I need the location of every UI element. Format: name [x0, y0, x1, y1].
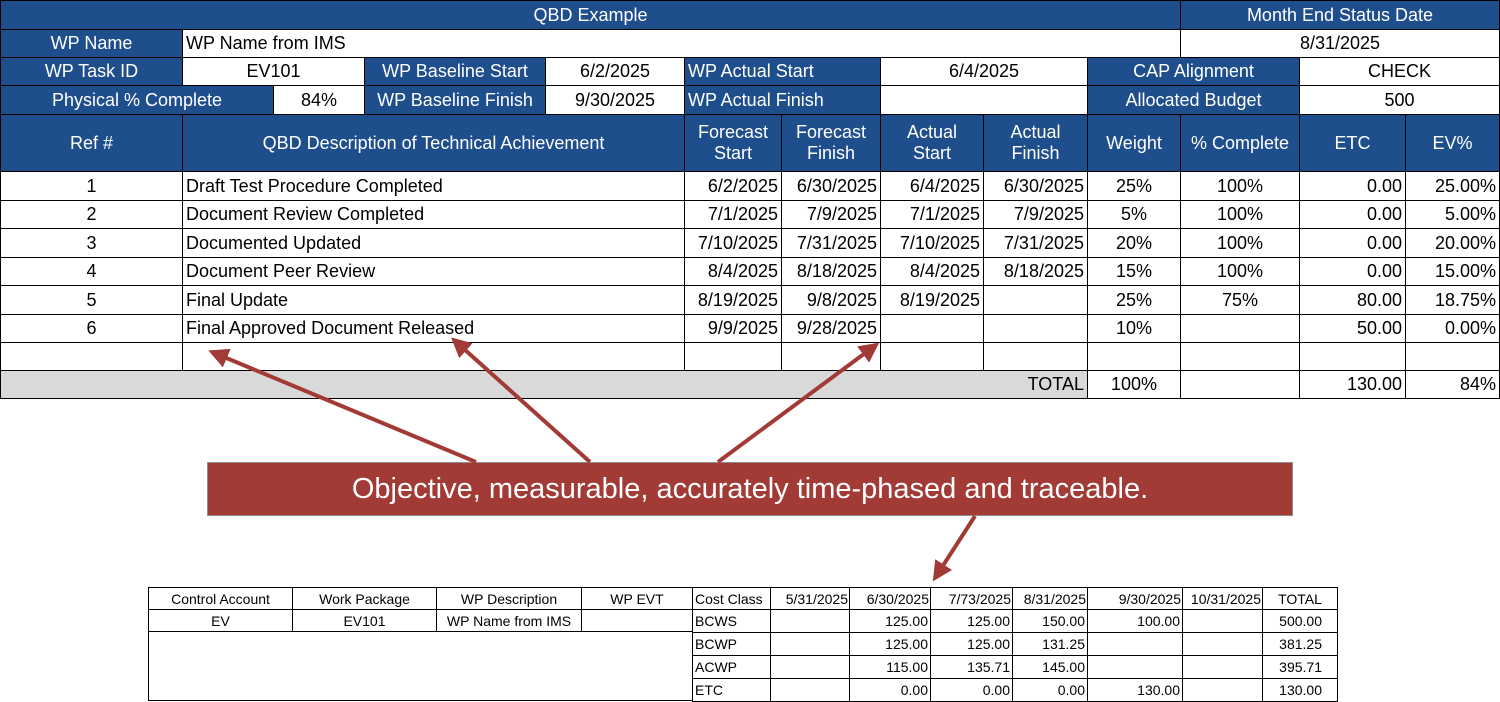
row-actual-start[interactable]: [880, 342, 984, 372]
row-ev[interactable]: 25.00%: [1405, 171, 1500, 201]
col-forecast-start-line2: Start: [713, 143, 752, 163]
cost-cell[interactable]: 125.00: [930, 609, 1013, 633]
cost-cell[interactable]: 125.00: [849, 609, 931, 633]
arrow-to-cost-period: [935, 516, 975, 578]
row-forecast-finish[interactable]: 8/18/2025: [781, 257, 881, 286]
cost-cell[interactable]: [770, 678, 850, 702]
row-weight[interactable]: 5%: [1087, 200, 1181, 229]
row-actual-start[interactable]: 7/10/2025: [880, 228, 984, 258]
row-description[interactable]: Document Peer Review: [182, 257, 685, 286]
cost-cell[interactable]: 0.00: [849, 678, 931, 702]
row-etc[interactable]: 0.00: [1299, 171, 1406, 201]
row-description[interactable]: Documented Updated: [182, 228, 685, 258]
row-weight[interactable]: [1087, 342, 1181, 372]
cost-cell[interactable]: [1182, 678, 1263, 702]
total-weight: 100%: [1087, 370, 1181, 399]
period-header: 10/31/2025: [1182, 587, 1263, 610]
allocated-budget-label: Allocated Budget: [1087, 85, 1300, 115]
row-ev[interactable]: 0.00%: [1405, 314, 1500, 343]
sheet-title: QBD Example: [0, 0, 1181, 30]
cost-cell[interactable]: [1087, 632, 1183, 656]
col-actual-start-line2: Start: [912, 143, 951, 163]
baseline-finish-label: WP Baseline Finish: [364, 85, 546, 115]
actual-finish-value[interactable]: [880, 85, 1088, 115]
allocated-budget-value[interactable]: 500: [1299, 85, 1500, 115]
wp-name-value[interactable]: WP Name from IMS: [182, 29, 1181, 58]
actual-finish-label: WP Actual Finish: [684, 85, 881, 115]
row-weight[interactable]: 25%: [1087, 171, 1181, 201]
period-header: 7/73/2025: [930, 587, 1013, 610]
row-actual-start[interactable]: 6/4/2025: [880, 171, 984, 201]
row-ev[interactable]: 20.00%: [1405, 228, 1500, 258]
cost-cell[interactable]: 115.00: [849, 655, 931, 679]
cost-table-blank-block: [148, 631, 693, 701]
row-pct-complete[interactable]: 75%: [1180, 285, 1300, 315]
cost-cell[interactable]: 0.00: [1012, 678, 1088, 702]
cost-class-label: BCWP: [692, 632, 771, 656]
row-pct-complete[interactable]: 100%: [1180, 257, 1300, 286]
row-forecast-start[interactable]: 6/2/2025: [684, 171, 782, 201]
row-ev[interactable]: 18.75%: [1405, 285, 1500, 315]
cap-alignment-value[interactable]: CHECK: [1299, 57, 1500, 86]
col-forecast-finish-line1: Forecast: [795, 122, 867, 143]
row-actual-start[interactable]: 7/1/2025: [880, 200, 984, 229]
row-pct-complete[interactable]: [1180, 342, 1300, 372]
status-date-value[interactable]: 8/31/2025: [1180, 29, 1500, 58]
col-pct-complete-header: % Complete: [1180, 114, 1300, 172]
cost-cell[interactable]: 135.71: [930, 655, 1013, 679]
cost-cell[interactable]: 0.00: [930, 678, 1013, 702]
cost-cell[interactable]: 125.00: [849, 632, 931, 656]
cost-cell[interactable]: 125.00: [930, 632, 1013, 656]
row-actual-finish[interactable]: [983, 342, 1088, 372]
col-forecast-start-line1: Forecast: [697, 122, 769, 143]
col-etc-header: ETC: [1299, 114, 1406, 172]
physical-complete-label: Physical % Complete: [0, 85, 274, 115]
row-description[interactable]: Document Review Completed: [182, 200, 685, 229]
cost-row-total: 395.71: [1262, 655, 1338, 679]
work-package-value[interactable]: EV101: [292, 609, 437, 632]
task-id-value[interactable]: EV101: [182, 57, 365, 86]
row-actual-start[interactable]: [880, 314, 984, 343]
row-forecast-finish[interactable]: 9/8/2025: [781, 285, 881, 315]
row-ref[interactable]: 4: [0, 257, 183, 286]
cost-cell[interactable]: [770, 632, 850, 656]
row-forecast-finish[interactable]: 7/9/2025: [781, 200, 881, 229]
wp-name-label: WP Name: [0, 29, 183, 58]
cost-row-total: 381.25: [1262, 632, 1338, 656]
cost-class-label: BCWS: [692, 609, 771, 633]
row-forecast-start[interactable]: 8/19/2025: [684, 285, 782, 315]
cost-row-total: 500.00: [1262, 609, 1338, 633]
total-pct-complete: [1180, 370, 1300, 399]
control-account-header: Control Account: [148, 587, 293, 610]
row-forecast-finish[interactable]: 7/31/2025: [781, 228, 881, 258]
callout-banner: Objective, measurable, accurately time-phased and traceable.: [207, 462, 1293, 516]
cost-total-header: TOTAL: [1262, 587, 1338, 610]
row-ref[interactable]: 2: [0, 200, 183, 229]
row-ref[interactable]: 5: [0, 285, 183, 315]
col-actual-start-header: [880, 114, 984, 172]
cost-cell[interactable]: [770, 655, 850, 679]
row-forecast-finish[interactable]: [781, 342, 881, 372]
cost-row-total: 130.00: [1262, 678, 1338, 702]
cost-class-header: Cost Class: [692, 587, 771, 610]
period-header: 6/30/2025: [849, 587, 931, 610]
cost-cell[interactable]: 150.00: [1012, 609, 1088, 633]
row-weight[interactable]: 15%: [1087, 257, 1181, 286]
row-actual-finish[interactable]: 7/31/2025: [983, 228, 1088, 258]
period-header: 9/30/2025: [1087, 587, 1183, 610]
row-etc[interactable]: 0.00: [1299, 257, 1406, 286]
row-forecast-start[interactable]: 8/4/2025: [684, 257, 782, 286]
cost-cell[interactable]: [1087, 655, 1183, 679]
row-actual-finish[interactable]: 6/30/2025: [983, 171, 1088, 201]
baseline-finish-value[interactable]: 9/30/2025: [545, 85, 685, 115]
status-date-label: Month End Status Date: [1180, 0, 1500, 30]
col-forecast-finish-line2: Finish: [806, 143, 855, 163]
row-ref[interactable]: 6: [0, 314, 183, 343]
cost-class-label: ETC: [692, 678, 771, 702]
cost-cell[interactable]: 130.00: [1087, 678, 1183, 702]
cost-cell[interactable]: 100.00: [1087, 609, 1183, 633]
physical-complete-value[interactable]: 84%: [273, 85, 365, 115]
control-account-value[interactable]: EV: [148, 609, 293, 632]
row-ref[interactable]: 3: [0, 228, 183, 258]
cost-cell[interactable]: [1182, 632, 1263, 656]
row-description[interactable]: Draft Test Procedure Completed: [182, 171, 685, 201]
baseline-start-value[interactable]: 6/2/2025: [545, 57, 685, 86]
work-package-header: Work Package: [292, 587, 437, 610]
row-actual-start[interactable]: 8/4/2025: [880, 257, 984, 286]
row-forecast-start[interactable]: 7/1/2025: [684, 200, 782, 229]
wp-description-header: WP Description: [436, 587, 582, 610]
cost-cell[interactable]: [1182, 609, 1263, 633]
row-actual-start[interactable]: 8/19/2025: [880, 285, 984, 315]
baseline-start-label: WP Baseline Start: [364, 57, 546, 86]
row-ev[interactable]: 15.00%: [1405, 257, 1500, 286]
period-header: 5/31/2025: [770, 587, 850, 610]
row-pct-complete[interactable]: 100%: [1180, 200, 1300, 229]
row-etc[interactable]: 0.00: [1299, 228, 1406, 258]
row-ev[interactable]: [1405, 342, 1500, 372]
col-actual-finish-line1: Actual: [1010, 122, 1061, 143]
col-weight-header: Weight: [1087, 114, 1181, 172]
row-etc[interactable]: 50.00: [1299, 314, 1406, 343]
col-actual-finish-header: [983, 114, 1088, 172]
actual-start-label: WP Actual Start: [684, 57, 881, 86]
row-weight[interactable]: 20%: [1087, 228, 1181, 258]
cost-class-label: ACWP: [692, 655, 771, 679]
cost-cell[interactable]: 145.00: [1012, 655, 1088, 679]
actual-start-value[interactable]: 6/4/2025: [880, 57, 1088, 86]
col-actual-finish-line2: Finish: [1011, 143, 1060, 163]
row-weight[interactable]: 25%: [1087, 285, 1181, 315]
col-forecast-start-header: [684, 114, 782, 172]
row-actual-finish[interactable]: [983, 314, 1088, 343]
row-pct-complete[interactable]: [1180, 314, 1300, 343]
wp-description-value[interactable]: WP Name from IMS: [436, 609, 582, 632]
row-pct-complete[interactable]: 100%: [1180, 228, 1300, 258]
col-actual-start-line1: Actual: [906, 122, 958, 143]
row-forecast-start[interactable]: 7/10/2025: [684, 228, 782, 258]
task-id-label: WP Task ID: [0, 57, 183, 86]
total-ev: 84%: [1405, 370, 1500, 399]
row-forecast-finish[interactable]: 6/30/2025: [781, 171, 881, 201]
row-actual-finish[interactable]: [983, 285, 1088, 315]
row-description[interactable]: Final Approved Document Released: [182, 314, 685, 343]
cap-alignment-label: CAP Alignment: [1087, 57, 1300, 86]
row-weight[interactable]: 10%: [1087, 314, 1181, 343]
row-ref[interactable]: 1: [0, 171, 183, 201]
cost-cell[interactable]: [1182, 655, 1263, 679]
row-ref[interactable]: [0, 342, 183, 372]
total-etc: 130.00: [1299, 370, 1406, 399]
wp-evt-value[interactable]: [581, 609, 693, 632]
row-etc[interactable]: 0.00: [1299, 200, 1406, 229]
cost-cell[interactable]: [770, 609, 850, 633]
total-label: TOTAL: [0, 370, 1088, 399]
row-forecast-finish[interactable]: 9/28/2025: [781, 314, 881, 343]
col-forecast-finish-header: [781, 114, 881, 172]
row-etc[interactable]: 80.00: [1299, 285, 1406, 315]
row-description[interactable]: [182, 342, 685, 372]
row-forecast-start[interactable]: 9/9/2025: [684, 314, 782, 343]
row-actual-finish[interactable]: 8/18/2025: [983, 257, 1088, 286]
period-header: 8/31/2025: [1012, 587, 1088, 610]
col-ref-header: Ref #: [0, 114, 183, 172]
row-ev[interactable]: 5.00%: [1405, 200, 1500, 229]
row-description[interactable]: Final Update: [182, 285, 685, 315]
col-ev-header: EV%: [1405, 114, 1500, 172]
row-etc[interactable]: [1299, 342, 1406, 372]
cost-cell[interactable]: 131.25: [1012, 632, 1088, 656]
col-description-header: QBD Description of Technical Achievement: [182, 114, 685, 172]
row-forecast-start[interactable]: [684, 342, 782, 372]
row-actual-finish[interactable]: 7/9/2025: [983, 200, 1088, 229]
row-pct-complete[interactable]: 100%: [1180, 171, 1300, 201]
wp-evt-header: WP EVT: [581, 587, 693, 610]
